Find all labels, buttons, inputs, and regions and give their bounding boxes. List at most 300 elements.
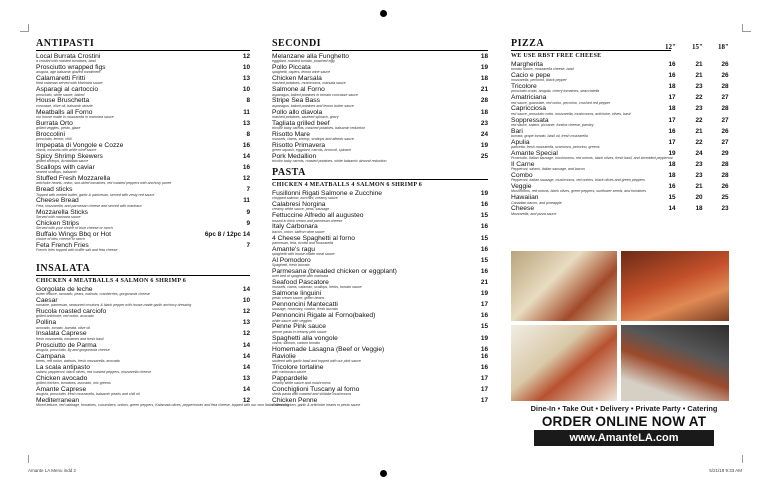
insalata-item (36, 397, 290, 408)
item-price: 17 (480, 386, 488, 394)
item-description: clams, salmon, carbon tomato (272, 340, 320, 345)
item-description: Served with marinara sauce (36, 214, 81, 219)
pizza-price: 27 (721, 116, 729, 124)
item-description: tossed in thick cream and parmesan cheese (272, 218, 343, 223)
item-description: prosciutto crudo, arugula, cherry tomatoes, stracciatella (511, 89, 600, 94)
item-price: 19 (480, 141, 488, 149)
item-description: Mixed lettuce, red cabbage, tomatoes, cucumbers, onions, green peppers, Kalamata olives, pepperoncini and feta cheese, topped with our own Italian dressing (36, 403, 290, 408)
pasta-title: PASTA (272, 167, 306, 179)
item-price: 16 (480, 363, 488, 371)
pizza-price: 23 (721, 205, 729, 213)
insalata-item (36, 319, 250, 330)
item-price: 16 (242, 164, 250, 172)
item-description: with carbonara sauce (272, 370, 307, 375)
pasta-item (272, 335, 488, 346)
pizza-item (511, 128, 737, 139)
item-description: our house made in mozzarella in marinara sauce (36, 114, 114, 119)
item-description: red sauce, guanciale, red onion, pecorino, crushed red pepper (511, 100, 611, 105)
pizza-price: 16 (668, 127, 676, 135)
item-description: creamy white sauce, peas, sausage (272, 207, 330, 212)
item-description: spaghetti, capers, lemon wine sauce (272, 70, 331, 75)
item-name: Margherita (511, 61, 543, 68)
item-name: Amante's ragu (272, 245, 315, 253)
item-name: Stuffed Fresh Mozzarella (36, 175, 111, 183)
date-label: 5/21/18 9:33 AM (709, 468, 742, 473)
item-name: Burrata Orto (36, 119, 73, 127)
food-photo-pizza (511, 251, 617, 321)
item-name: Chicken Marsala (272, 75, 322, 83)
item-price: 19 (480, 334, 488, 342)
pizza-price: 18 (668, 172, 676, 180)
secondi-item (272, 131, 488, 142)
antipasti-item (36, 131, 250, 142)
item-name: Bari (511, 127, 523, 135)
item-name: Tricolore (511, 83, 537, 91)
item-name: Calabresi Norgina (272, 201, 326, 209)
item-price: 10 (242, 64, 250, 72)
item-name: Tricolore tortaline (272, 363, 324, 371)
item-price: 16 (480, 352, 488, 360)
secondi-list (272, 53, 488, 164)
item-name: Veggie (511, 183, 532, 191)
item-description: choice of bleu cheese or ranch (36, 236, 85, 241)
pizza-price: 22 (695, 94, 703, 102)
order-online-heading: ORDER ONLINE NOW AT (541, 414, 707, 429)
item-description: mozzarella, pecorino, black pepper (511, 78, 567, 83)
item-description: arugula, age balsamic glazed condiment (36, 70, 101, 75)
item-description: prosciutto, lemon, chili (36, 136, 72, 141)
item-price: 9 (246, 208, 250, 216)
pasta-item (272, 279, 488, 290)
pizza-price: 28 (721, 160, 729, 168)
item-name: Cheese Bread (36, 197, 79, 205)
pizza-price: 23 (695, 105, 703, 113)
antipasti-item (36, 64, 250, 75)
item-price: 15 (480, 212, 488, 220)
antipasti-item (36, 186, 250, 197)
item-description: red sauce, prosciutto cotto, mozzarella, mushrooms, artichoke, olives, basil (511, 111, 631, 116)
pizza-price: 18 (668, 160, 676, 168)
pizza-price: 24 (695, 149, 703, 157)
item-description: concasse, olive oil, balsamic drizzle (36, 103, 93, 108)
item-description: clams, mussels with white wine sauce (36, 148, 97, 153)
pizza-price: 21 (695, 61, 703, 68)
pizza-item (511, 194, 737, 205)
item-description: seared scallops, balsamic (36, 170, 78, 175)
pizza-price: 28 (721, 105, 729, 113)
pizza-price: 21 (695, 127, 703, 135)
item-name: Parmesana (breaded chicken or eggplant) (272, 267, 397, 275)
antipasti-title: ANTIPASTI (36, 38, 95, 49)
item-name: Homemade Lasagna (Beef or Veggie) (272, 345, 385, 353)
item-price: 13 (242, 319, 250, 327)
item-description: sauteed with garlic basil and topped with our pink sauce (272, 359, 361, 364)
pasta-item (272, 212, 488, 223)
item-price: 18 (480, 53, 488, 60)
secondi-item (272, 75, 488, 86)
pizza-price: 23 (695, 83, 703, 91)
pizza-price: 26 (721, 183, 729, 191)
item-name: Amante Special (511, 149, 558, 157)
item-description: Canadian bacon, and pineapple (511, 200, 562, 205)
item-price: 18 (480, 108, 488, 116)
item-description: romaine, parmesan, seasoned croutons & black pepper with house-made garlic anchovy dressing (36, 303, 192, 308)
item-description: mashed potatoes, mushrooms, marsala sauce (272, 81, 346, 86)
pasta-item (272, 290, 488, 301)
antipasti-item (36, 142, 250, 153)
item-description: French fries topped with truffle salt and feta cheese (36, 248, 118, 253)
pizza-price: 16 (668, 61, 676, 68)
item-name: Rucola roasted carciofo (36, 308, 107, 316)
item-name: Calamaretti Fritti (36, 75, 86, 83)
pizza-price: 26 (721, 61, 729, 68)
item-price: 14 (242, 152, 250, 160)
item-name: House Bruschetta (36, 97, 90, 105)
item-description: asparagus, baked potatoes and lemon butter sauce (272, 103, 354, 108)
pasta-item (272, 364, 488, 375)
item-name: Conchiglioni Tuscany al forno (272, 386, 360, 394)
antipasti-item (36, 175, 250, 186)
pizza-item (511, 139, 737, 150)
pizza-item (511, 205, 737, 216)
pizza-price: 18 (695, 205, 703, 213)
section-divider (272, 179, 488, 180)
item-price: 12 (242, 53, 250, 60)
pasta-item (272, 386, 488, 397)
item-price: 24 (480, 130, 488, 138)
item-price: 13 (242, 119, 250, 127)
item-name: Pollo allo diavola (272, 108, 323, 116)
pizza-price: 14 (668, 205, 676, 213)
pizza-price: 23 (695, 172, 703, 180)
item-description: parmesan, feta, ricotta and mozzarella (272, 240, 334, 245)
pizza-price: 27 (721, 138, 729, 146)
item-description: Grilled chicken, garlic & artichoke hearts in pesto sauce (272, 403, 361, 408)
item-name: Pork Medallion (272, 152, 317, 160)
item-name: Hawaiian (511, 194, 539, 202)
pizza-price: 15 (668, 194, 676, 202)
item-description: mashed potatoes, sauteed spinach, gravy (272, 114, 339, 119)
item-name: Mediterranean (36, 397, 80, 405)
item-description: pesto cream sauce, green beans (272, 296, 325, 301)
item-name: Amatriciana (511, 94, 547, 102)
pasta-item (272, 353, 488, 364)
pizza-price: 29 (721, 149, 729, 157)
secondi-item (272, 109, 488, 120)
item-description: artichoke hearts, onion, sun-dried tomatoes, red roasted peppers with anchovy puree (36, 181, 172, 186)
antipasti-list (36, 53, 250, 253)
section-divider (36, 275, 250, 276)
pizza-item (511, 61, 737, 72)
pizza-title: PIZZA (511, 38, 545, 49)
item-description: spaghetti with house-made meat sauce (272, 251, 335, 256)
item-description: asparagus, baked potatoes in tomato concasse sauce (272, 92, 358, 97)
pizza-item (511, 161, 737, 172)
insalata-title: INSALATA (36, 262, 91, 274)
item-price: 16 (480, 312, 488, 320)
antipasti-item (36, 242, 250, 253)
item-price: 7 (246, 186, 250, 194)
food-photo-meatballs (621, 325, 729, 401)
food-photo-pasta (621, 251, 729, 321)
item-description: arugula, prosciutto, fresh mozzarella, balsamic pearls and chili oil (36, 392, 140, 397)
item-price: 15 (480, 234, 488, 242)
item-price: 25 (480, 152, 488, 160)
item-description: burrata, grape tomato, basil oil, fresh mozzarella (511, 133, 588, 138)
pasta-item (272, 323, 488, 334)
item-price: 7 (246, 241, 250, 249)
pizza-price: 20 (695, 194, 703, 202)
item-price: 10 (242, 297, 250, 305)
pasta-item (272, 268, 488, 279)
pizza-price: 25 (721, 194, 729, 202)
secondi-item (272, 86, 488, 97)
item-price: 12 (242, 330, 250, 338)
antipasti-item (36, 220, 250, 231)
pasta-item (272, 201, 488, 212)
item-description: grilled chicken, tomatoes, avocado, mix greens (36, 381, 111, 386)
column-middle (272, 38, 488, 408)
item-price: 16 (480, 267, 488, 275)
item-description: Feta, mozzarella, and parmesan cheese and served with marinara (36, 203, 142, 208)
pizza-price: 21 (695, 72, 703, 80)
item-name: Salmone linguini (272, 290, 322, 298)
item-price: 10 (242, 86, 250, 94)
pasta-item (272, 246, 488, 257)
item-price: 21 (480, 86, 488, 94)
item-price: 17 (480, 301, 488, 309)
item-description: prosciutto, white sauce, baked (36, 92, 85, 97)
item-description: shells pasta with roasted and shiitake mushrooms (272, 392, 352, 397)
secondi-item (272, 142, 488, 153)
item-description: Served with your choice of blue cheese or ranch (36, 225, 113, 230)
item-description: grilled artichoke, red onion, avocado (36, 314, 94, 319)
item-name: Insalata Caprese (36, 330, 87, 338)
item-price: 14 (242, 363, 250, 371)
antipasti-item (36, 97, 250, 108)
antipasti-item (36, 86, 250, 97)
file-label: Amante LA Menu indd 2 (28, 468, 77, 473)
item-description: Mushrooms, red onions, black olives, green peppers, sunflower seeds, and tomatoes (511, 189, 647, 194)
antipasti-item (36, 231, 250, 242)
item-price: 17 (480, 375, 488, 383)
item-price: 8 (246, 97, 250, 105)
item-name: Penne Pink sauce (272, 323, 326, 331)
item-price: 11 (243, 108, 250, 116)
item-name: Raviolie (272, 352, 296, 360)
pasta-item (272, 257, 488, 268)
antipasti-item (36, 197, 250, 208)
item-name: Gorgolate de leche (36, 285, 93, 293)
item-description: creamy white sauce and mushrooms (272, 381, 331, 386)
secondi-item (272, 97, 488, 108)
size-small: 12" (665, 43, 676, 51)
services-line: Dine-In • Take Out • Delivery • Private Party • Catering (530, 404, 718, 413)
item-name: Spaghetti alla vongole (272, 334, 338, 342)
insalata-item (36, 342, 250, 353)
item-description: Prosciutto, Italian sausage, mushrooms, red onions, black olives, fresh basil, and shredded pepperoni (511, 156, 673, 161)
antipasti-item (36, 153, 250, 164)
item-price: 18 (480, 75, 488, 83)
item-name: Meatballs all Forno (36, 108, 93, 116)
item-description: grilled shrimps, Arrabbiata sauce (36, 159, 89, 164)
pasta-item (272, 190, 488, 201)
item-name: Mozzarella Sticks (36, 208, 89, 216)
item-name: Buffalo Wings Bbq or Hot (36, 230, 111, 238)
item-name: Cacio e pepe (511, 72, 551, 80)
item-name: Caesar (36, 297, 58, 305)
registration-mark (380, 470, 387, 477)
item-name: 4 Cheese Spaghetti al forno (272, 234, 355, 242)
food-photos (511, 251, 729, 401)
item-price: 14 (242, 352, 250, 360)
pasta-item (272, 223, 488, 234)
pizza-list (511, 61, 737, 217)
food-photo-lasagna (511, 325, 617, 401)
pizza-header (511, 38, 737, 49)
item-description: arugula, prosciutto, fig and gorgonzola cheese (36, 347, 110, 352)
item-price: 14 (242, 285, 250, 293)
item-name: Apulia (511, 138, 530, 146)
item-price: 19 (480, 290, 488, 298)
insalata-item (36, 353, 250, 364)
item-name: Risotto Primavera (272, 141, 326, 149)
item-name: Italy Carbonara (272, 223, 318, 231)
item-description: Pepperoni, Italian sausage, mushrooms, red onions, black olives and green peppers (511, 178, 645, 183)
item-name: Combo (511, 172, 533, 180)
item-price: 16 (242, 141, 250, 149)
item-name: Chicken Penne (272, 397, 318, 405)
antipasti-item (36, 75, 250, 86)
pizza-price: 18 (668, 105, 676, 113)
secondi-item (272, 64, 488, 75)
item-price: 13 (242, 374, 250, 382)
item-name: Scallops with caviar (36, 164, 95, 172)
pizza-price: 17 (668, 138, 676, 146)
item-description: Spaghetti, fresh burrata (272, 262, 310, 267)
insalata-item (36, 286, 250, 297)
pizza-item (511, 83, 737, 94)
item-price: 8 (246, 130, 250, 138)
pasta-list (272, 190, 488, 408)
item-price: 19 (480, 64, 488, 72)
insalata-item (36, 308, 250, 319)
secondi-item (272, 153, 488, 164)
pizza-price: 18 (668, 83, 676, 91)
item-name: Tagliata grilled beef (272, 119, 330, 127)
item-name: Pennoncini Rigate al Forno(baked) (272, 312, 376, 320)
item-name: Prosciutto wrapped figs (36, 64, 106, 72)
pizza-item (511, 150, 737, 161)
item-description: Topped with melted butter, garlic & parmesan, served with zesty red sauce (36, 192, 155, 197)
item-name: Risotto Mare (272, 130, 310, 138)
item-name: Pappardelle (272, 375, 308, 383)
item-description: red sauce, salami, piccante, fontina cheese, parsley (511, 122, 594, 127)
item-description: penne pasta in creamy pink sauce (272, 329, 327, 334)
item-name: Stripe Sea Bass (272, 97, 320, 105)
insalata-item (36, 364, 250, 375)
pasta-item (272, 397, 488, 408)
item-price: 16 (480, 201, 488, 209)
pizza-item (511, 105, 737, 116)
item-name: Pennoncini Mantecatti (272, 301, 338, 309)
item-price: 12 (242, 397, 250, 405)
item-price: 15 (480, 323, 488, 331)
item-description: green squash, eggplant, carrots, broccoli, spinach (272, 148, 352, 153)
crop-mark (743, 31, 751, 32)
item-price: 19 (480, 190, 488, 198)
pizza-item (511, 72, 737, 83)
pasta-item (272, 301, 488, 312)
registration-mark (380, 10, 387, 17)
item-description: over bed of spaghetti with marinara (272, 274, 329, 279)
antipasti-item (36, 120, 250, 131)
item-description: bacon, onion, saffron wine sauce (272, 229, 325, 234)
item-description: white sauce with veggies (272, 318, 312, 323)
pasta-item (272, 346, 488, 353)
item-name: Chicken Strips (36, 219, 80, 227)
pizza-item (511, 117, 737, 128)
pizza-item (511, 94, 737, 105)
section-divider (272, 50, 488, 51)
item-description: fresh mozzarella, tomatoes and fresh basil (36, 336, 104, 341)
item-price: 16 (480, 345, 488, 353)
item-name: Capricciosa (511, 105, 546, 113)
item-price: 12 (242, 175, 250, 183)
item-name: Fusillonni Rigati Salmone e Zucchine (272, 190, 383, 198)
item-price: 14 (242, 341, 250, 349)
section-divider (511, 50, 671, 51)
item-price: 15 (480, 256, 488, 264)
item-price: 6pc 8 / 12pc 14 (204, 230, 250, 238)
item-description: Pepperoni, salami, Italian sausage, and bacon (511, 167, 585, 172)
item-name: Al Pomodoro (272, 256, 311, 264)
item-description: a crostini with roasted tomatoes, basil (36, 59, 96, 64)
item-name: Spicy Shrimp Skewers (36, 152, 103, 160)
item-name: Feta French Fries (36, 241, 89, 249)
pizza-price: 27 (721, 94, 729, 102)
item-name: Fettuccine Alfredo all augusteo (272, 212, 364, 220)
item-price: 13 (242, 75, 250, 83)
item-name: Prosciutto de Parma (36, 341, 97, 349)
item-name: La scala antipasto (36, 363, 90, 371)
item-price: 12 (242, 308, 250, 316)
item-description: butter lettuce, avocado, pears, walnuts, cranberries, gorgonzola cheese (36, 292, 150, 297)
pizza-item (511, 183, 737, 194)
item-name: Seafood Pascatore (272, 278, 329, 286)
item-name: Asparagi al cartoccio (36, 86, 99, 94)
pizza-price: 28 (721, 172, 729, 180)
insalata-item (36, 375, 250, 386)
pizza-price: 19 (668, 149, 676, 157)
secondi-title: SECONDI (272, 38, 322, 49)
secondi-item (272, 53, 488, 64)
size-large: 18" (718, 43, 729, 51)
item-description: tricolor baby carrots, roasted potatoes, white balsamic almond reduction (272, 159, 387, 164)
pizza-price: 22 (695, 138, 703, 146)
item-price: 9 (246, 219, 250, 227)
item-name: Il Carne (511, 160, 535, 168)
item-name: Pollina (36, 319, 57, 327)
item-name: Impepata di Vongole e Cozze (36, 141, 124, 149)
pizza-price: 28 (721, 83, 729, 91)
item-price: 23 (480, 119, 488, 127)
item-description: beets, red onion, walnuts, fresh mozzarella, avocado (36, 358, 120, 363)
item-price: 16 (480, 245, 488, 253)
website-url[interactable]: www.AmanteLA.com (534, 430, 714, 446)
antipasti-item (36, 164, 250, 175)
item-price: 17 (480, 397, 488, 405)
